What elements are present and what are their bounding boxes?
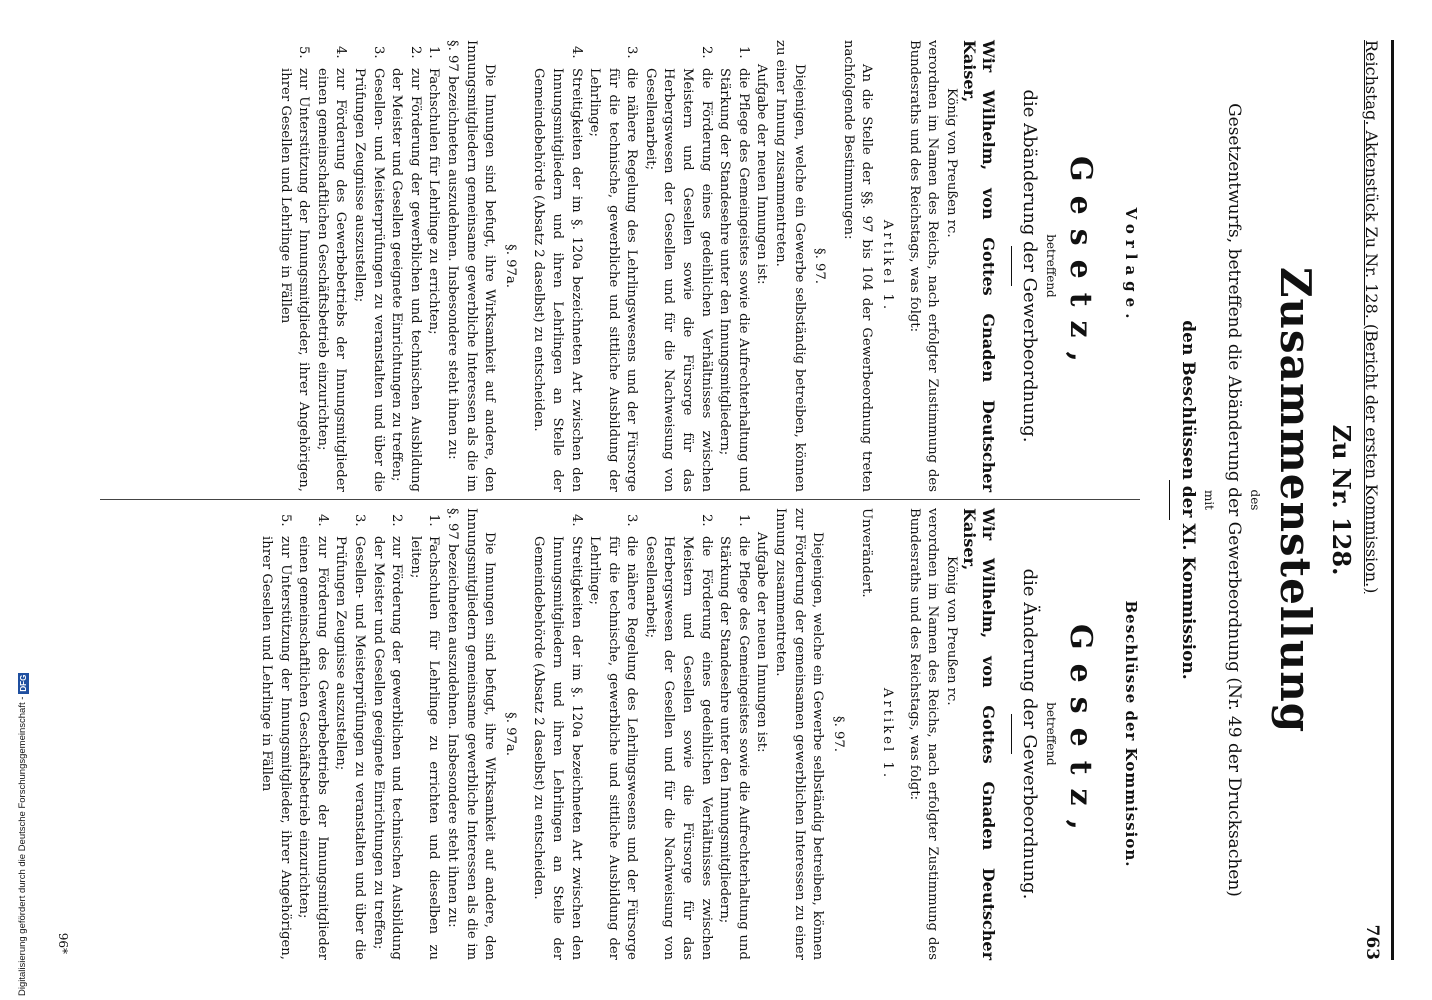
article-text: An die Stelle der §§. 97 bis 104 der Gewerbeordnung treten nachfolgende Bestimmungen: xyxy=(840,40,875,492)
list-item xyxy=(387,40,424,492)
befugnis-list xyxy=(256,508,442,960)
item-number: 1. xyxy=(426,514,442,527)
item-text: zur Förderung der gewerblichen und technischen Ausbildung der Meister und Gesellen geeignete Einrichtungen zu treffen; xyxy=(370,536,405,960)
paragraph-97-heading: §. 97. xyxy=(830,716,846,752)
list-item xyxy=(529,508,585,960)
paragraph-97a-text: Die Innungen sind befugt, ihre Wirksamkeit auf andere, den Innungsmitgliedern gemeinsame gewerbliche Interessen als die im §. 97 bezeichneten auszudehnen. Insbesondere steht ihnen zu: xyxy=(444,508,498,960)
list-item xyxy=(331,508,368,960)
item-number: 3. xyxy=(624,514,640,527)
item-text: zur Unterstützung der Innungsmitglieder, ihrer Angehörigen, ihrer Gesellen und Lehrlinge in Fällen xyxy=(259,536,293,960)
item-number: 3. xyxy=(352,514,367,527)
item-number: 1. xyxy=(735,46,751,59)
paragraph-97a-text: Die Innungen sind befugt, ihre Wirksamkeit auf andere, den Innungsmitgliedern gemeinsame gewerbliche Interessen als die im §. 97 bezeichneten auszudehnen. Insbesondere steht ihnen zu: xyxy=(444,40,498,492)
preamble-wir: Wir Wilhelm, von Gottes Gnaden Deutscher Kaiser, xyxy=(960,40,998,492)
list-item xyxy=(585,40,641,492)
page-number: 763 xyxy=(1362,924,1382,960)
law-betreffend: betreffend xyxy=(1044,234,1058,298)
item-number: 3. xyxy=(370,46,386,59)
item-text: zur Förderung des Gewerbebetriebs der Innungsmitglieder einen gemeinschaftlichen Geschäftsbetrieb einzurichten; xyxy=(296,536,330,960)
law-subject: die Änderung der Gewerbeordnung. xyxy=(1019,568,1040,900)
item-text: die nähere Regelung des Lehrlingswesens und der Fürsorge für die technische, gewerbliche und sittliche Ausbildung der Lehrlinge; xyxy=(587,536,640,960)
item-text: Fachschulen für Lehrlinge zu errichten und dieselben zu leiten; xyxy=(407,536,442,960)
title-mit: mit xyxy=(1202,489,1216,511)
digitization-note-text-wrap xyxy=(16,606,30,996)
article-unchanged: Unverändert. xyxy=(859,508,875,598)
header-left: Reichstag. Aktenstück Zu Nr. 128. (Bericht der ersten Kommission.) xyxy=(1362,40,1381,594)
aufgabe-list xyxy=(529,40,752,492)
item-number: 5. xyxy=(277,514,293,527)
aufgabe-list xyxy=(529,508,752,960)
preamble-koenig: König von Preußen rc. xyxy=(943,88,959,238)
list-item xyxy=(294,508,331,960)
law-betreffend: betreffend xyxy=(1044,702,1058,766)
list-item xyxy=(349,40,386,492)
article-heading: Artikel 1. xyxy=(880,687,896,781)
list-item xyxy=(405,508,442,960)
item-number: 2. xyxy=(407,46,423,59)
item-text: Streitigkeiten der im §. 120a bezeichneten Art zwischen den Innungsmitgliedern und ihren Lehrlingen an Stelle der Gemeindebehörde (Absatz 2 daselbst) zu entscheiden. xyxy=(531,68,584,492)
list-item xyxy=(640,508,714,960)
law-title: Gesetz, xyxy=(1063,155,1098,377)
item-number: 3. xyxy=(624,46,640,59)
article-heading: Artikel 1. xyxy=(880,219,896,313)
item-number: 4. xyxy=(333,46,349,59)
continuation-mark: 96* xyxy=(56,932,70,954)
item-text: zur Förderung des Gewerbebetriebs der Innungsmitglieder einen gemeinschaftlichen Geschäftsbetrieb einzurichten; xyxy=(314,68,349,492)
preamble-verordnen: verordnen im Namen des Reichs, nach erfolgter Zustimmung des Bundesraths und des Reichstags, was folgt: xyxy=(906,508,941,960)
paragraph-97-text: Diejenigen, welche ein Gewerbe selbständig betreiben, können zu einer Innung zusammentreten. xyxy=(773,40,807,492)
dfg-logo: DFG xyxy=(18,674,28,692)
list-item xyxy=(368,508,405,960)
main-title: Zusammenstellung xyxy=(1271,266,1320,734)
document-number: Zu Nr. 128. xyxy=(1327,424,1356,576)
preamble-verordnen: verordnen im Namen des Reichs, nach erfolgter Zustimmung des Bundesraths und des Reichstags, was folgt: xyxy=(906,40,941,492)
list-item xyxy=(256,508,293,960)
item-text: die Pflege des Gemeingeistes sowie die Aufrechterhaltung und Stärkung der Standesehre unter den Innungsmitgliedern; xyxy=(717,68,751,492)
column-vorlage xyxy=(275,40,1146,492)
aufgabe-intro: Aufgabe der neuen Innungen ist: xyxy=(754,64,770,285)
column-heading: Beschlüsse der Kommission. xyxy=(1122,600,1140,868)
title-divider xyxy=(1169,480,1170,520)
befugnis-list xyxy=(275,40,442,492)
item-text: die Förderung eines gedeihlichen Verhältnisses zwischen Meistern und Gesellen sowie die Fürsorge für das Herbergswesen der Gesellen und für die Nachweisung von Gesellenarbeit; xyxy=(642,68,714,492)
section-rule xyxy=(1011,246,1012,286)
aufgabe-intro: Aufgabe der neuen Innungen ist: xyxy=(754,532,770,753)
list-item xyxy=(715,508,752,960)
paragraph-97a-heading: §. 97a. xyxy=(502,244,518,288)
list-item xyxy=(715,40,752,492)
item-number: 5. xyxy=(296,46,312,59)
running-header xyxy=(1362,40,1390,960)
list-item xyxy=(275,40,312,492)
list-item xyxy=(585,508,641,960)
item-number: 2. xyxy=(389,514,405,527)
preamble-koenig: König von Preußen rc. xyxy=(943,556,959,706)
list-item xyxy=(312,40,349,492)
item-text: die Pflege des Gemeingeistes sowie die Aufrechterhaltung und Stärkung der Standesehre unter den Innungsmitgliedern; xyxy=(717,536,751,960)
header-rule xyxy=(1391,40,1394,960)
law-subject: die Abänderung der Gewerbeordnung. xyxy=(1019,89,1040,443)
column-beschluesse xyxy=(256,508,1146,960)
item-number: 2. xyxy=(698,514,714,527)
item-text: die nähere Regelung des Lehrlingswesens und der Fürsorge für die technische, gewerbliche und sittliche Ausbildung der Lehrlinge; xyxy=(587,68,640,492)
paragraph-97-text: Diejenigen, welche ein Gewerbe selbständig betreiben, können zur Förderung der gemeinsamen gewerblichen Interessen zu einer Innung zusammentreten. xyxy=(773,508,826,960)
paragraph-97a-heading: §. 97a. xyxy=(502,712,518,756)
preamble-wir: Wir Wilhelm, von Gottes Gnaden Deutscher Kaiser, xyxy=(960,508,998,960)
list-item xyxy=(640,40,714,492)
section-rule xyxy=(1011,714,1012,754)
item-text: die Förderung eines gedeihlichen Verhältnisses zwischen Meistern und Gesellen sowie die Fürsorge für das Herbergswesen der Gesellen und für die Nachweisung von Gesellenarbeit; xyxy=(642,536,714,960)
item-number: 4. xyxy=(314,514,330,527)
paragraph-97-heading: §. 97. xyxy=(812,248,828,284)
column-heading: Vorlage. xyxy=(1122,207,1140,325)
law-title: Gesetz, xyxy=(1063,623,1098,845)
item-text: Fachschulen für Lehrlinge zu errichten; xyxy=(426,68,442,335)
title-commission: den Beschlüssen der XI. Kommission. xyxy=(1178,320,1198,680)
list-item xyxy=(529,40,585,492)
title-subject: Gesetzentwurfs, betreffend die Abänderung der Gewerbeordnung (Nr. 49 der Drucksachen) xyxy=(1224,103,1244,897)
item-text: Streitigkeiten der im §. 120a bezeichneten Art zwischen den Innungsmitgliedern und ihren Lehrlingen an Stelle der Gemeindebehörde (Absatz 2 daselbst) zu entscheiden. xyxy=(531,536,584,960)
item-number: 1. xyxy=(426,46,442,59)
item-number: 1. xyxy=(735,514,751,527)
item-number: 4. xyxy=(568,514,584,527)
digitization-note-text: Digitalisierung gefördert durch die Deutsche Forschungsgemeinschaft - xyxy=(17,696,28,996)
item-text: Gesellen- und Meisterprüfungen zu veranstalten und über die Prüfungen Zeugnisse auszustellen; xyxy=(333,536,367,960)
column-separator xyxy=(100,499,1140,500)
title-des: des xyxy=(1248,489,1262,511)
list-item xyxy=(424,40,443,492)
item-number: 2. xyxy=(698,46,714,59)
item-text: zur Förderung der gewerblichen und technischen Ausbildung der Meister und Gesellen geeignete Einrichtungen zu treffen; xyxy=(389,68,423,492)
item-text: Gesellen- und Meisterprüfungen zu veranstalten und über die Prüfungen Zeugnisse auszustellen; xyxy=(352,68,386,492)
item-text: zur Unterstützung der Innungsmitglieder, ihrer Angehörigen, ihrer Gesellen und Lehrlinge in Fällen xyxy=(277,68,312,492)
item-number: 4. xyxy=(568,46,584,59)
digitization-note xyxy=(2,606,28,996)
